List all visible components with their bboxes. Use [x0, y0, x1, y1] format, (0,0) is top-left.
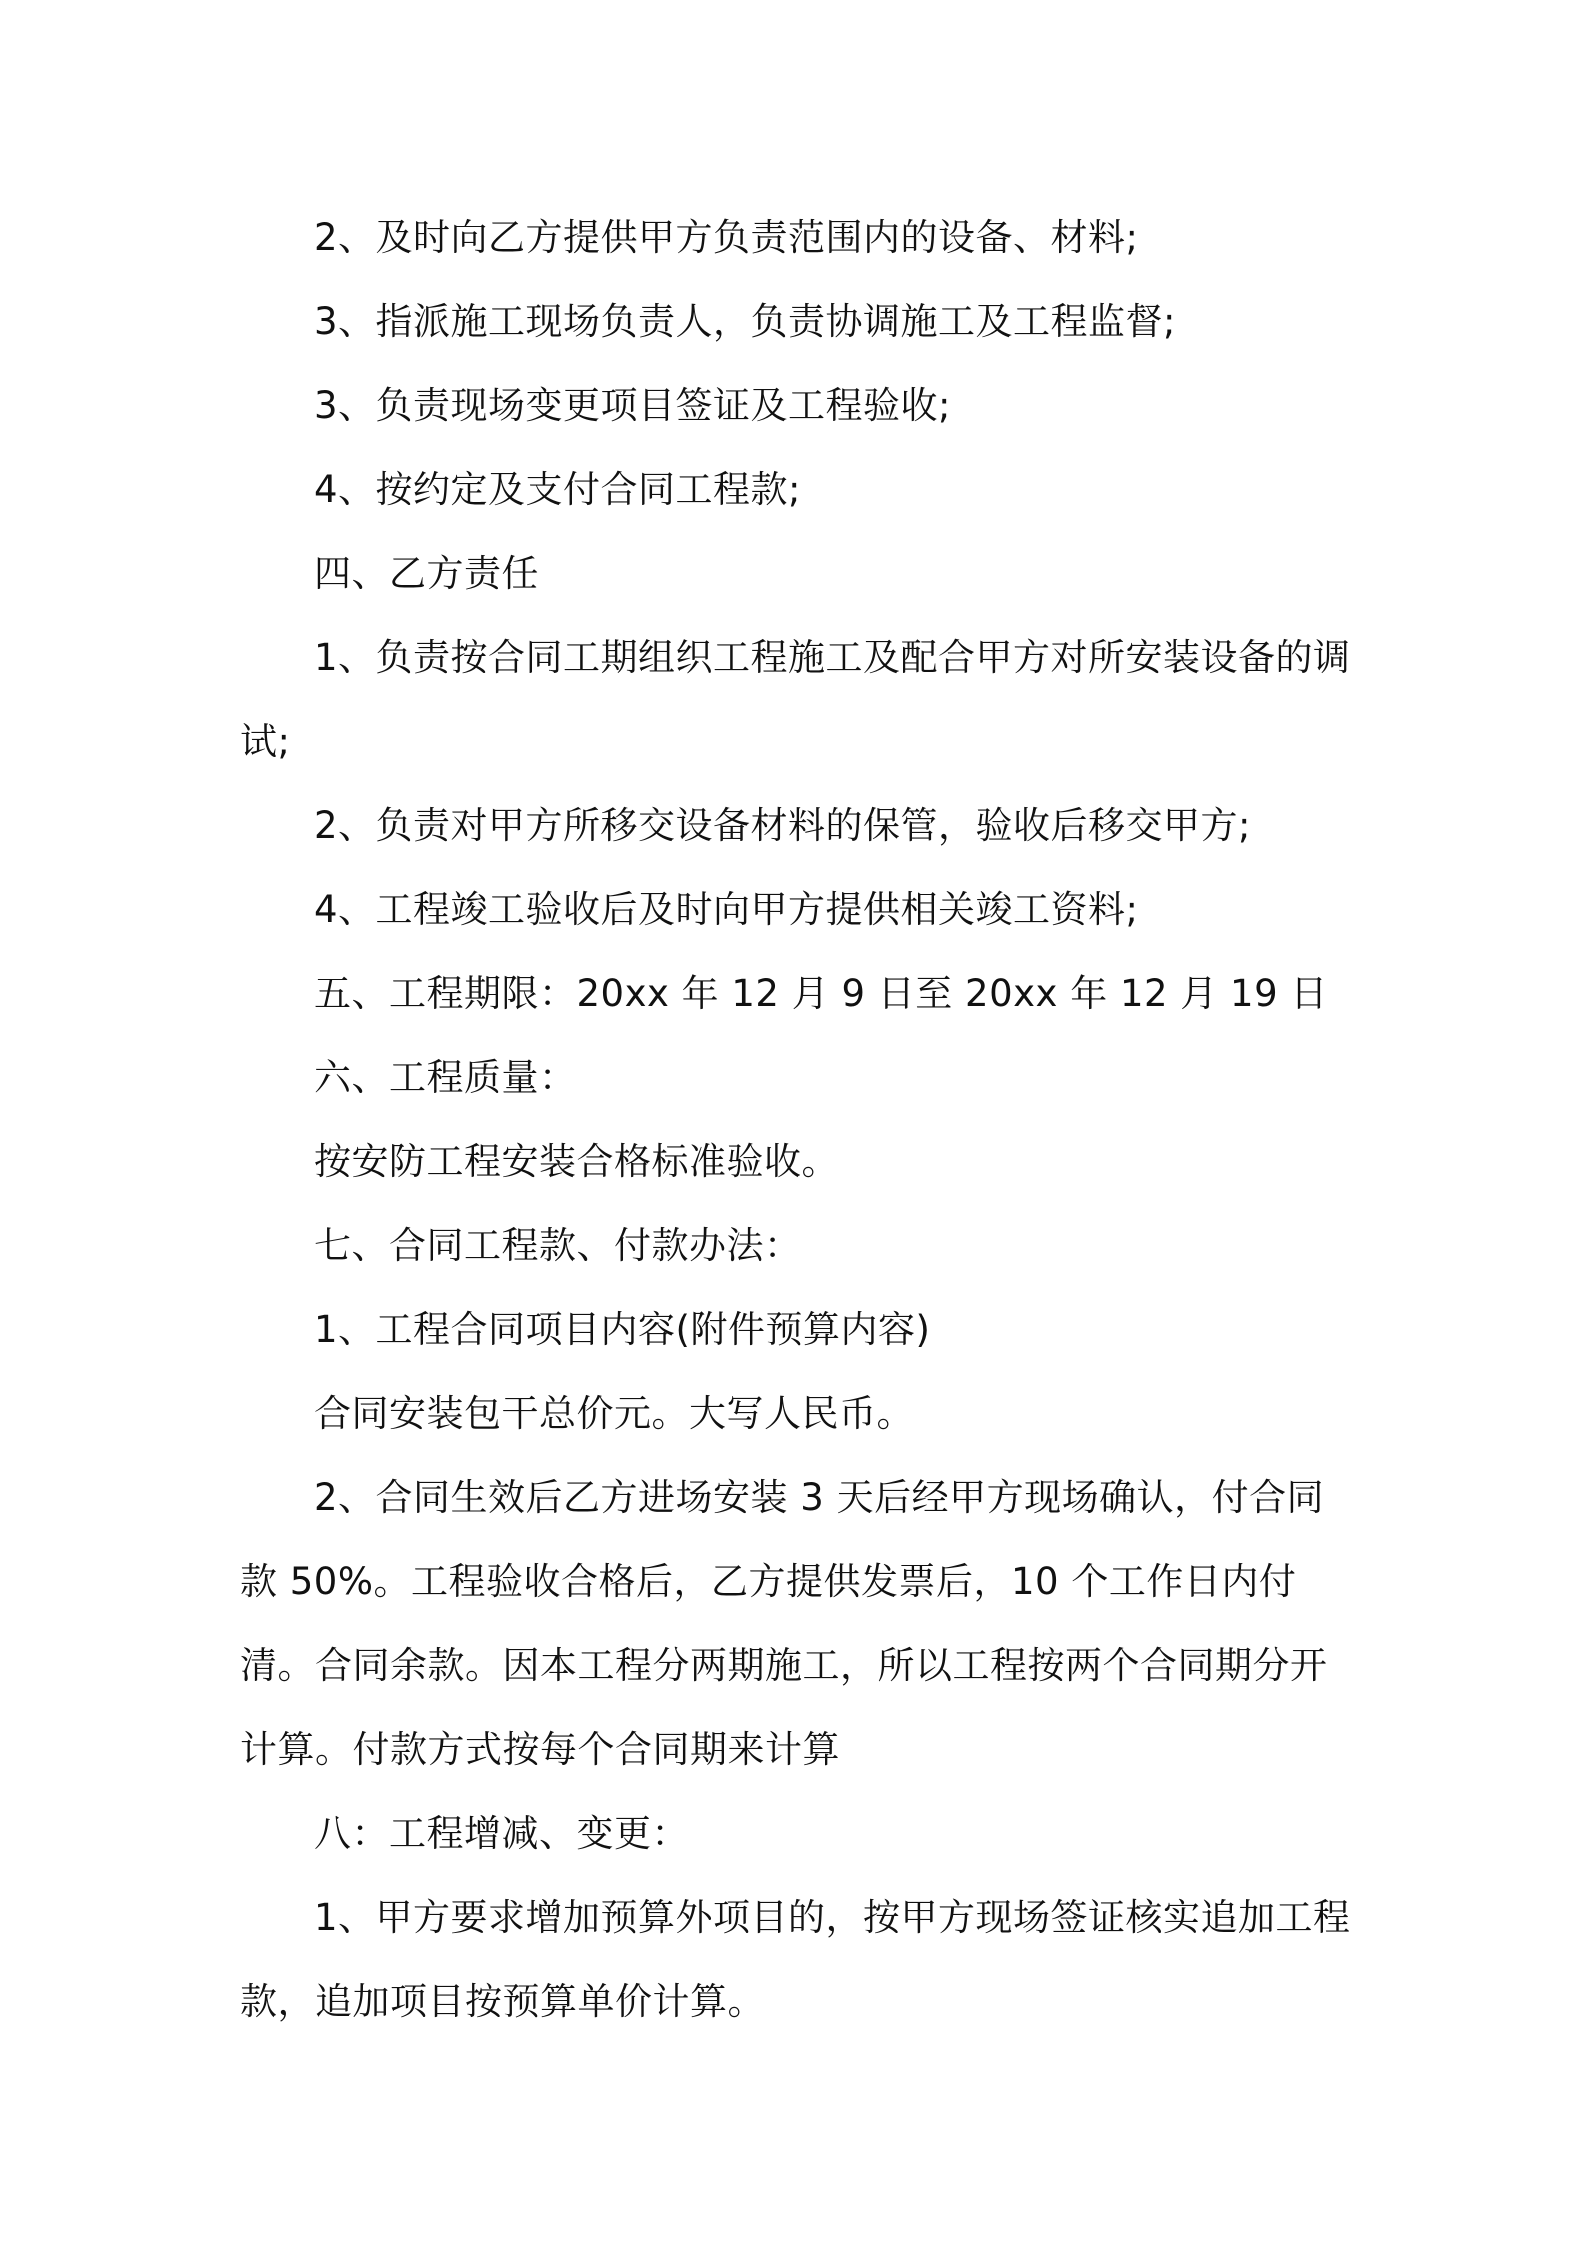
paragraph: 按安防工程安装合格标准验收。 — [314, 1140, 839, 1183]
paragraph: 1、甲方要求增加预算外项目的，按甲方现场签证核实追加工程款，追加项目按预算单价计算。 — [240, 1896, 1351, 2023]
paragraph: 1、负责按合同工期组织工程施工及配合甲方对所安装设备的调试; — [240, 636, 1351, 763]
paragraph: 4、工程竣工验收后及时向甲方提供相关竣工资料; — [314, 888, 1139, 931]
section-heading: 四、乙方责任 — [314, 552, 539, 595]
document-body — [240, 196, 1356, 2044]
paragraph: 4、按约定及支付合同工程款; — [314, 468, 802, 511]
section-heading: 六、工程质量： — [314, 1056, 577, 1099]
paragraph: 3、负责现场变更项目签证及工程验收; — [314, 384, 952, 427]
section-heading: 七、合同工程款、付款办法： — [314, 1224, 802, 1267]
section-heading: 五、工程期限：20xx 年 12 月 9 日至 20xx 年 12 月 19 日 — [314, 972, 1328, 1015]
paragraph: 1、工程合同项目内容(附件预算内容) — [314, 1308, 931, 1351]
paragraph: 2、及时向乙方提供甲方负责范围内的设备、材料; — [314, 216, 1139, 259]
paragraph: 3、指派施工现场负责人，负责协调施工及工程监督; — [314, 300, 1177, 343]
paragraph: 2、合同生效后乙方进场安装 3 天后经甲方现场确认，付合同款 50%。工程验收合格后，乙方提供发票后，10 个工作日内付清。合同余款。因本工程分两期施工，所以工程按两个合同期分开计算。付款方式按每个合同期来计算 — [240, 1476, 1328, 1771]
paragraph: 合同安装包干总价元。大写人民币。 — [314, 1392, 914, 1435]
paragraph: 2、负责对甲方所移交设备材料的保管，验收后移交甲方; — [314, 804, 1252, 847]
section-heading: 八：工程增减、变更： — [314, 1812, 689, 1855]
